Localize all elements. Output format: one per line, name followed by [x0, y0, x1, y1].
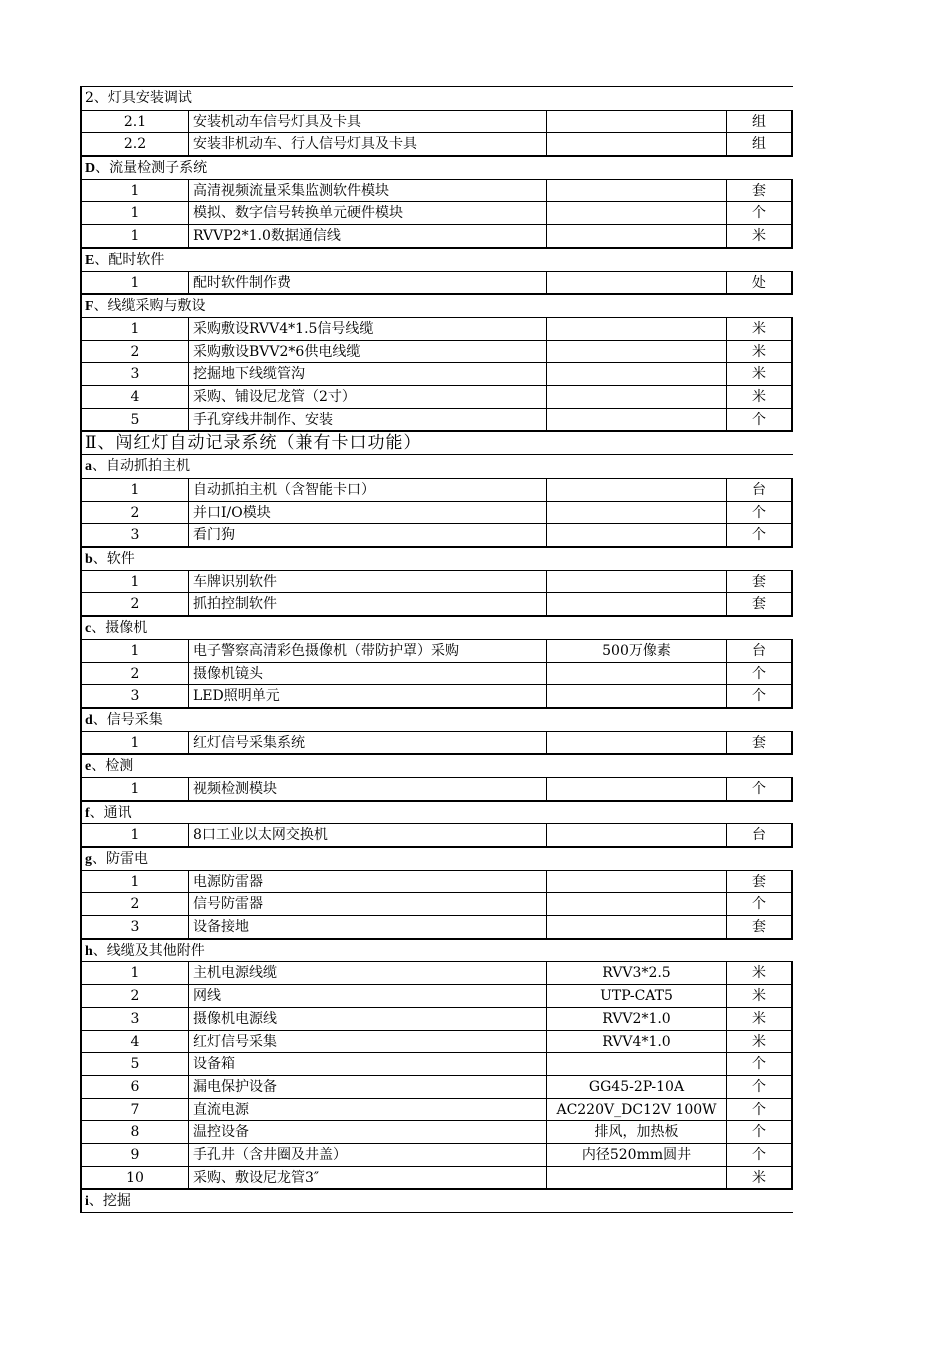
- item-name: LED照明单元: [188, 685, 546, 707]
- item-number: 2: [80, 663, 188, 685]
- item-unit: 套: [726, 180, 793, 202]
- item-name: 模拟、数字信号转换单元硬件模块: [188, 202, 546, 224]
- section-row: [80, 546, 793, 570]
- item-number: 2: [80, 985, 188, 1007]
- section-label: 、摄像机: [91, 620, 148, 637]
- item-spec: [546, 571, 726, 593]
- item-name: 自动抓拍主机（含智能卡口）: [188, 479, 546, 501]
- item-name: 摄像机电源线: [188, 1008, 546, 1030]
- item-spec: [546, 893, 726, 915]
- item-unit: 米: [726, 386, 793, 408]
- item-unit: 套: [726, 916, 793, 938]
- item-number: 1: [80, 225, 188, 247]
- table-row: [80, 961, 793, 985]
- item-spec: [546, 1167, 726, 1189]
- item-spec: [546, 1053, 726, 1075]
- item-spec: [546, 685, 726, 707]
- item-unit: 套: [726, 571, 793, 593]
- quantity-table: [80, 86, 793, 1212]
- item-unit: 米: [726, 341, 793, 363]
- item-unit: 个: [726, 409, 793, 431]
- table-row: [80, 777, 793, 801]
- table-row: [80, 684, 793, 708]
- section-letter: c: [85, 621, 92, 637]
- item-name: 车牌识别软件: [188, 571, 546, 593]
- item-name: 电子警察高清彩色摄像机（带防护罩）采购: [188, 640, 546, 662]
- item-unit: 米: [726, 962, 793, 984]
- table-row: [80, 385, 793, 409]
- section-row: [80, 615, 793, 639]
- item-unit: 个: [726, 685, 793, 707]
- item-number: 1: [80, 824, 188, 846]
- table-row: [80, 592, 793, 616]
- item-number: 1: [80, 180, 188, 202]
- section-row: [80, 846, 793, 870]
- item-spec: [546, 593, 726, 615]
- section-letter: b: [85, 552, 93, 568]
- table-row: [80, 1166, 793, 1190]
- table-row: [80, 1052, 793, 1076]
- section-label: 、配时软件: [94, 251, 165, 268]
- section-row: [80, 753, 793, 777]
- item-unit: 个: [726, 524, 793, 546]
- table-bottom-border: [80, 1212, 793, 1213]
- item-unit: 米: [726, 1031, 793, 1053]
- section-title: [80, 709, 793, 731]
- section-letter: i: [85, 1194, 89, 1210]
- item-unit: 米: [726, 1008, 793, 1030]
- item-name: 并口I/O模块: [188, 502, 546, 524]
- item-number: 1: [80, 732, 188, 754]
- item-number: 3: [80, 685, 188, 707]
- item-name: 漏电保护设备: [188, 1076, 546, 1098]
- section-title: [80, 848, 793, 870]
- table-row: [80, 110, 793, 134]
- item-name: 手孔井（含井圈及井盖）: [188, 1144, 546, 1166]
- table-row: [80, 132, 793, 156]
- section-label: 、防雷电: [92, 851, 148, 867]
- section-row: [80, 430, 793, 454]
- section-letter: e: [85, 759, 92, 775]
- item-spec: 内径520mm圆井: [546, 1144, 726, 1166]
- item-number: 2.1: [80, 111, 188, 133]
- item-spec: [546, 225, 726, 247]
- item-unit: 米: [726, 363, 793, 385]
- table-row: [80, 639, 793, 663]
- item-number: 3: [80, 524, 188, 546]
- section-title: [80, 755, 793, 777]
- table-row: [80, 362, 793, 386]
- item-unit: 个: [726, 893, 793, 915]
- section-row: [80, 938, 793, 962]
- item-number: 7: [80, 1099, 188, 1121]
- item-spec: RVV4*1.0: [546, 1031, 726, 1053]
- section-row: [80, 1188, 793, 1212]
- item-spec: 500万像素: [546, 640, 726, 662]
- item-name: 红灯信号采集: [188, 1031, 546, 1053]
- section-label: 、软件: [92, 551, 135, 568]
- table-row: [80, 984, 793, 1008]
- table-row: [80, 823, 793, 847]
- item-number: 1: [80, 318, 188, 340]
- table-row: [80, 179, 793, 203]
- item-name: RVVP2*1.0数据通信线: [188, 225, 546, 247]
- item-name: 安装机动车信号灯具及卡具: [188, 111, 546, 133]
- section-label: 、线缆采购与敷设: [93, 298, 206, 315]
- item-number: 1: [80, 962, 188, 984]
- item-unit: 米: [726, 985, 793, 1007]
- section-row: [80, 155, 793, 179]
- section-title: [80, 432, 793, 454]
- item-number: 1: [80, 778, 188, 800]
- item-number: 4: [80, 1031, 188, 1053]
- item-unit: 个: [726, 1121, 793, 1143]
- section-title: [80, 802, 793, 824]
- item-spec: [546, 778, 726, 800]
- item-unit: 个: [726, 1076, 793, 1098]
- table-row: [80, 501, 793, 525]
- item-number: 1: [80, 871, 188, 893]
- item-unit: 个: [726, 1099, 793, 1121]
- item-spec: [546, 479, 726, 501]
- item-unit: 个: [726, 663, 793, 685]
- section-label: 、检测: [91, 758, 134, 775]
- section-title: [80, 1190, 793, 1212]
- table-row: [80, 870, 793, 894]
- item-unit: 台: [726, 824, 793, 846]
- item-number: 6: [80, 1076, 188, 1098]
- section-label: 、自动抓拍主机: [92, 458, 190, 475]
- item-number: 5: [80, 409, 188, 431]
- section-title: [80, 548, 793, 570]
- item-name: 高清视频流量采集监测软件模块: [188, 180, 546, 202]
- item-number: 1: [80, 272, 188, 294]
- item-spec: [546, 111, 726, 133]
- section-row: [80, 707, 793, 731]
- item-name: 采购敷设RVV4*1.5信号线缆: [188, 318, 546, 340]
- item-name: 主机电源线缆: [188, 962, 546, 984]
- item-name: 温控设备: [188, 1121, 546, 1143]
- item-unit: 米: [726, 225, 793, 247]
- table-row: [80, 1030, 793, 1054]
- section-letter: d: [85, 712, 93, 728]
- item-number: 3: [80, 1008, 188, 1030]
- item-unit: 个: [726, 1144, 793, 1166]
- table-row: [80, 1007, 793, 1031]
- item-number: 9: [80, 1144, 188, 1166]
- item-spec: [546, 318, 726, 340]
- item-unit: 个: [726, 1053, 793, 1075]
- section-title: [80, 940, 793, 962]
- item-unit: 个: [726, 778, 793, 800]
- item-name: 采购敷设BVV2*6供电线缆: [188, 341, 546, 363]
- section-label: 、信号采集: [92, 711, 163, 728]
- item-spec: 排风，加热板: [546, 1121, 726, 1143]
- item-number: 8: [80, 1121, 188, 1143]
- section-letter: f: [85, 805, 90, 821]
- item-spec: [546, 524, 726, 546]
- section-title: [80, 617, 793, 639]
- item-spec: [546, 272, 726, 294]
- section-row: [80, 247, 793, 271]
- section-row: [80, 293, 793, 317]
- section-label: 、挖掘: [88, 1193, 131, 1210]
- item-spec: RVV2*1.0: [546, 1008, 726, 1030]
- item-number: 1: [80, 202, 188, 224]
- item-name: 采购、铺设尼龙管（2寸）: [188, 386, 546, 408]
- section-row: [80, 800, 793, 824]
- item-spec: UTP-CAT5: [546, 985, 726, 1007]
- item-number: 1: [80, 571, 188, 593]
- item-unit: 台: [726, 640, 793, 662]
- section-row: [80, 86, 793, 110]
- section-title: [80, 295, 793, 317]
- item-spec: [546, 363, 726, 385]
- section-title: [80, 249, 793, 271]
- item-number: 1: [80, 479, 188, 501]
- item-name: 设备箱: [188, 1053, 546, 1075]
- item-number: 10: [80, 1167, 188, 1189]
- item-name: 直流电源: [188, 1099, 546, 1121]
- table-row: [80, 1120, 793, 1144]
- table-row: [80, 478, 793, 502]
- item-spec: RVV3*2.5: [546, 962, 726, 984]
- item-spec: [546, 180, 726, 202]
- item-unit: 套: [726, 593, 793, 615]
- table-row: [80, 224, 793, 248]
- item-number: 2.2: [80, 133, 188, 155]
- item-name: 摄像机镜头: [188, 663, 546, 685]
- item-spec: [546, 409, 726, 431]
- item-number: 3: [80, 916, 188, 938]
- section-label: Ⅱ、闯红灯自动记录系统（兼有卡口功能）: [85, 433, 422, 454]
- item-number: 2: [80, 341, 188, 363]
- item-spec: [546, 133, 726, 155]
- section-title: [80, 455, 793, 478]
- item-name: 抓拍控制软件: [188, 593, 546, 615]
- item-unit: 台: [726, 479, 793, 501]
- item-spec: [546, 871, 726, 893]
- item-number: 2: [80, 893, 188, 915]
- item-number: 2: [80, 502, 188, 524]
- item-number: 3: [80, 363, 188, 385]
- table-row: [80, 570, 793, 594]
- item-unit: 组: [726, 111, 793, 133]
- section-letter: h: [85, 943, 93, 959]
- item-spec: [546, 824, 726, 846]
- item-name: 安装非机动车、行人信号灯具及卡具: [188, 133, 546, 155]
- item-name: 配时软件制作费: [188, 272, 546, 294]
- item-spec: [546, 341, 726, 363]
- item-name: 设备接地: [188, 916, 546, 938]
- item-number: 2: [80, 593, 188, 615]
- item-spec: [546, 386, 726, 408]
- section-label: 、线缆及其他附件: [92, 942, 205, 959]
- item-number: 4: [80, 386, 188, 408]
- section-letter: g: [85, 852, 92, 867]
- section-label: 2、灯具安装调试: [85, 90, 192, 106]
- section-title: [80, 157, 793, 179]
- item-name: 信号防雷器: [188, 893, 546, 915]
- table-row: [80, 271, 793, 295]
- item-unit: 个: [726, 502, 793, 524]
- section-label: 、通讯: [89, 804, 132, 821]
- item-unit: 个: [726, 202, 793, 224]
- table-row: [80, 201, 793, 225]
- table-row: [80, 523, 793, 547]
- item-number: 1: [80, 640, 188, 662]
- item-spec: [546, 502, 726, 524]
- item-name: 采购、敷设尼龙管3″: [188, 1167, 546, 1189]
- section-letter: a: [85, 459, 92, 475]
- item-unit: 处: [726, 272, 793, 294]
- item-unit: 套: [726, 871, 793, 893]
- table-row: [80, 1098, 793, 1122]
- section-letter: E: [85, 252, 95, 268]
- table-row: [80, 408, 793, 432]
- item-name: 看门狗: [188, 524, 546, 546]
- item-unit: 套: [726, 732, 793, 754]
- item-unit: 米: [726, 1167, 793, 1189]
- item-name: 挖掘地下线缆管沟: [188, 363, 546, 385]
- item-spec: [546, 202, 726, 224]
- item-name: 网线: [188, 985, 546, 1007]
- item-name: 8口工业以太网交换机: [188, 824, 546, 846]
- section-letter: F: [85, 299, 94, 315]
- item-number: 5: [80, 1053, 188, 1075]
- item-spec: AC220V_DC12V 100W: [546, 1099, 726, 1121]
- item-spec: [546, 916, 726, 938]
- section-letter: D: [85, 161, 96, 177]
- item-unit: 组: [726, 133, 793, 155]
- item-name: 红灯信号采集系统: [188, 732, 546, 754]
- section-label: 、流量检测子系统: [95, 160, 208, 177]
- table-row: [80, 317, 793, 341]
- table-row: [80, 892, 793, 916]
- table-row: [80, 915, 793, 939]
- item-name: 电源防雷器: [188, 871, 546, 893]
- item-name: 手孔穿线井制作、安装: [188, 409, 546, 431]
- table-row: [80, 340, 793, 364]
- section-row: [80, 454, 793, 478]
- item-name: 视频检测模块: [188, 778, 546, 800]
- item-spec: [546, 732, 726, 754]
- table-row: [80, 731, 793, 755]
- table-row: [80, 1075, 793, 1099]
- table-row: [80, 1143, 793, 1167]
- item-spec: GG45-2P-10A: [546, 1076, 726, 1098]
- section-title: [80, 87, 793, 110]
- item-spec: [546, 663, 726, 685]
- table-row: [80, 662, 793, 686]
- item-unit: 米: [726, 318, 793, 340]
